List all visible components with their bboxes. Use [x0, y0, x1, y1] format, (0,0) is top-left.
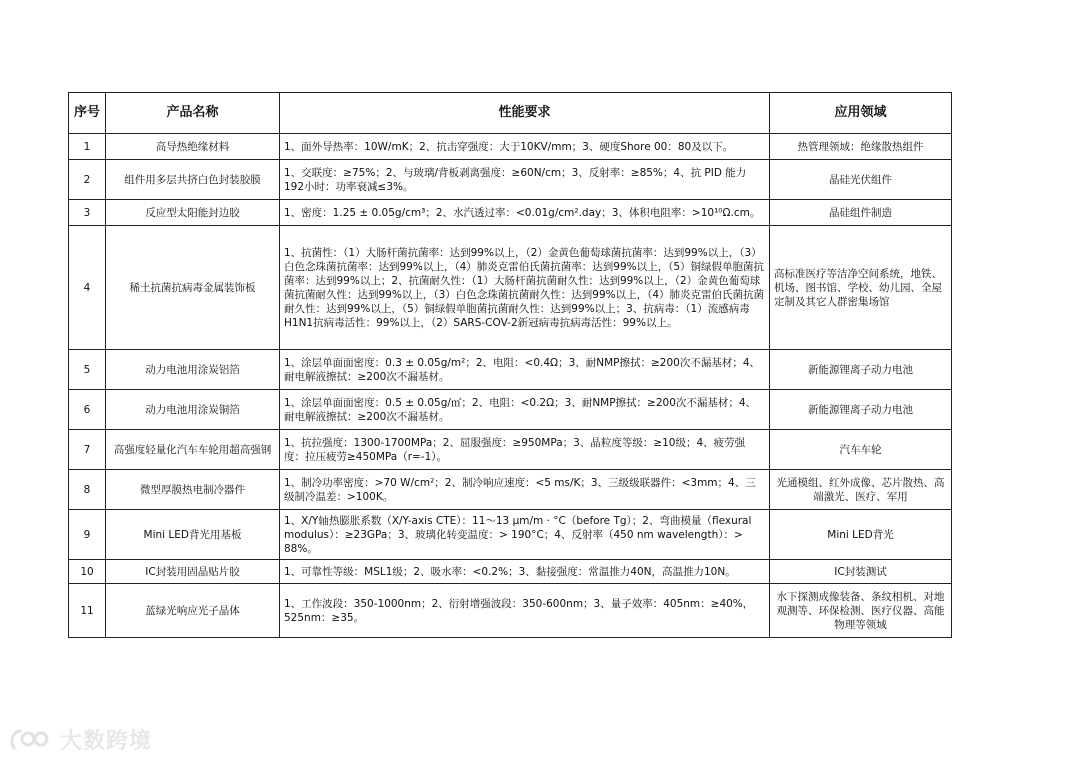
header-performance-requirements: 性能要求: [280, 93, 770, 134]
cell-serial-no: 7: [69, 430, 106, 470]
cell-application-field: 汽车车轮: [770, 430, 952, 470]
cell-product-name: 蓝绿光响应光子晶体: [106, 584, 280, 638]
table-row: [69, 390, 952, 430]
cell-application-field: 晶硅光伏组件: [770, 160, 952, 200]
cell-performance-requirements: 1、抗拉强度：1300-1700MPa；2、屈服强度：≥950MPa；3、晶粒度等级：≥10级；4、疲劳强度：拉压疲劳≥450MPa（r=-1）。: [280, 430, 770, 470]
cell-product-name: 稀土抗菌抗病毒金属装饰板: [106, 226, 280, 350]
cell-application-field: IC封装测试: [770, 560, 952, 584]
cell-performance-requirements: 1、涂层单面面密度：0.3 ± 0.05g/m²；2、电阻：<0.4Ω；3、耐NMP擦拭：≥200次不漏基材；4、耐电解液擦拭：≥200次不漏基材。: [280, 350, 770, 390]
cell-product-name: 高强度轻量化汽车车轮用超高强钢: [106, 430, 280, 470]
cell-serial-no: 4: [69, 226, 106, 350]
cell-application-field: 新能源锂离子动力电池: [770, 390, 952, 430]
cell-performance-requirements: 1、面外导热率：10W/mK；2、抗击穿强度：大于10KV/mm；3、硬度Shore 00：80及以下。: [280, 134, 770, 160]
cell-serial-no: 1: [69, 134, 106, 160]
cell-product-name: 反应型太阳能封边胶: [106, 200, 280, 226]
watermark: [8, 724, 152, 755]
cell-serial-no: 3: [69, 200, 106, 226]
cell-performance-requirements: 1、工作波段：350-1000nm；2、衍射增强波段：350-600nm；3、量子效率：405nm：≥40%，525nm：≥35。: [280, 584, 770, 638]
cell-performance-requirements: 1、制冷功率密度：>70 W/cm²；2、制冷响应速度：<5 ms/K；3、三级级联器件：<3mm；4、三级制冷温差：>100K。: [280, 470, 770, 510]
cell-serial-no: 9: [69, 510, 106, 560]
cell-application-field: 水下探测成像装备、条纹相机、对地观测等、环保检测、医疗仪器、高能物理等领域: [770, 584, 952, 638]
cell-product-name: 微型厚膜热电制冷器件: [106, 470, 280, 510]
table-row: [69, 200, 952, 226]
table-row: [69, 430, 952, 470]
table-row: [69, 584, 952, 638]
table-row: [69, 470, 952, 510]
cell-application-field: 晶硅组件制造: [770, 200, 952, 226]
table-row: [69, 134, 952, 160]
requirements-table: [68, 92, 952, 638]
cell-product-name: 组件用多层共挤白色封装胶膜: [106, 160, 280, 200]
cell-application-field: 热管理领域：绝缘散热组件: [770, 134, 952, 160]
cell-serial-no: 10: [69, 560, 106, 584]
watermark-text: 大数跨境: [60, 729, 153, 754]
cell-performance-requirements: 1、交联度：≥75%；2、与玻璃/背板剥离强度：≥60N/cm；3、反射率：≥85%；4、抗 PID 能力 192小时：功率衰减≤3%。: [280, 160, 770, 200]
table-row: [69, 350, 952, 390]
table-row: [69, 226, 952, 350]
table-row: [69, 510, 952, 560]
cell-performance-requirements: 1、X/Y轴热膨胀系数（X/Y-axis CTE）：11～13 μm/m · °C（before Tg）；2、弯曲模量（flexural modulus）：≥23GPa；3、玻璃化转变温度：> 190°C；4、反射率（450 nm wavelength）：> 88%。: [280, 510, 770, 560]
cell-performance-requirements: 1、可靠性等级：MSL1级；2、吸水率：<0.2%；3、黏接强度：常温推力40N，高温推力10N。: [280, 560, 770, 584]
cell-product-name: IC封装用固晶贴片胶: [106, 560, 280, 584]
cell-serial-no: 6: [69, 390, 106, 430]
table-row: [69, 560, 952, 584]
cell-product-name: 动力电池用涂炭铜箔: [106, 390, 280, 430]
cell-product-name: 高导热绝缘材料: [106, 134, 280, 160]
cell-performance-requirements: 1、密度：1.25 ± 0.05g/cm³；2、水汽透过率：<0.01g/cm².day；3、体积电阻率：>10¹⁰Ω.cm。: [280, 200, 770, 226]
cell-serial-no: 11: [69, 584, 106, 638]
cell-application-field: 新能源锂离子动力电池: [770, 350, 952, 390]
cell-application-field: 高标准医疗等洁净空间系统，地铁、机场、图书馆、学校、幼儿园、全屋定制及其它人群密集场馆: [770, 226, 952, 350]
cell-performance-requirements: 1、抗菌性：（1）大肠杆菌抗菌率：达到99%以上，（2）金黄色葡萄球菌抗菌率：达到99%以上，（3）白色念珠菌抗菌率：达到99%以上，（4）肺炎克雷伯氏菌抗菌率：达到99%以上，（5）铜绿假单胞菌抗菌率：达到99%以上；2、抗菌耐久性：（1）大肠杆菌抗菌耐久性：达到99%以上，（2）金黄色葡萄球菌抗菌耐久性：达到99%以上，（3）白色念珠菌抗菌耐久性：达到99%以上，（4）肺炎克雷伯氏菌抗菌耐久性：达到99%以上，（5）铜绿假单胞菌抗菌耐久性：达到99%以上；3、抗病毒：（1）流感病毒H1N1抗病毒活性：99%以上，（2）SARS-COV-2新冠病毒抗病毒活性：99%以上。: [280, 226, 770, 350]
header-product-name: 产品名称: [106, 93, 280, 134]
cell-application-field: 光通模组、红外成像、芯片散热、高端激光、医疗、军用: [770, 470, 952, 510]
cell-application-field: Mini LED背光: [770, 510, 952, 560]
table-row: [69, 160, 952, 200]
cell-product-name: 动力电池用涂炭铝箔: [106, 350, 280, 390]
cell-serial-no: 2: [69, 160, 106, 200]
cell-serial-no: 5: [69, 350, 106, 390]
cell-performance-requirements: 1、涂层单面面密度：0.5 ± 0.05g/㎡；2、电阻：<0.2Ω；3、耐NMP擦拭：≥200次不漏基材；4、耐电解液擦拭：≥200次不漏基材。: [280, 390, 770, 430]
header-application-field: 应用领域: [770, 93, 952, 134]
header-serial-no: 序号: [69, 93, 106, 134]
cell-serial-no: 8: [69, 470, 106, 510]
cell-product-name: Mini LED背光用基板: [106, 510, 280, 560]
brand-logo-icon: [8, 726, 54, 754]
table-header-row: [69, 93, 952, 134]
